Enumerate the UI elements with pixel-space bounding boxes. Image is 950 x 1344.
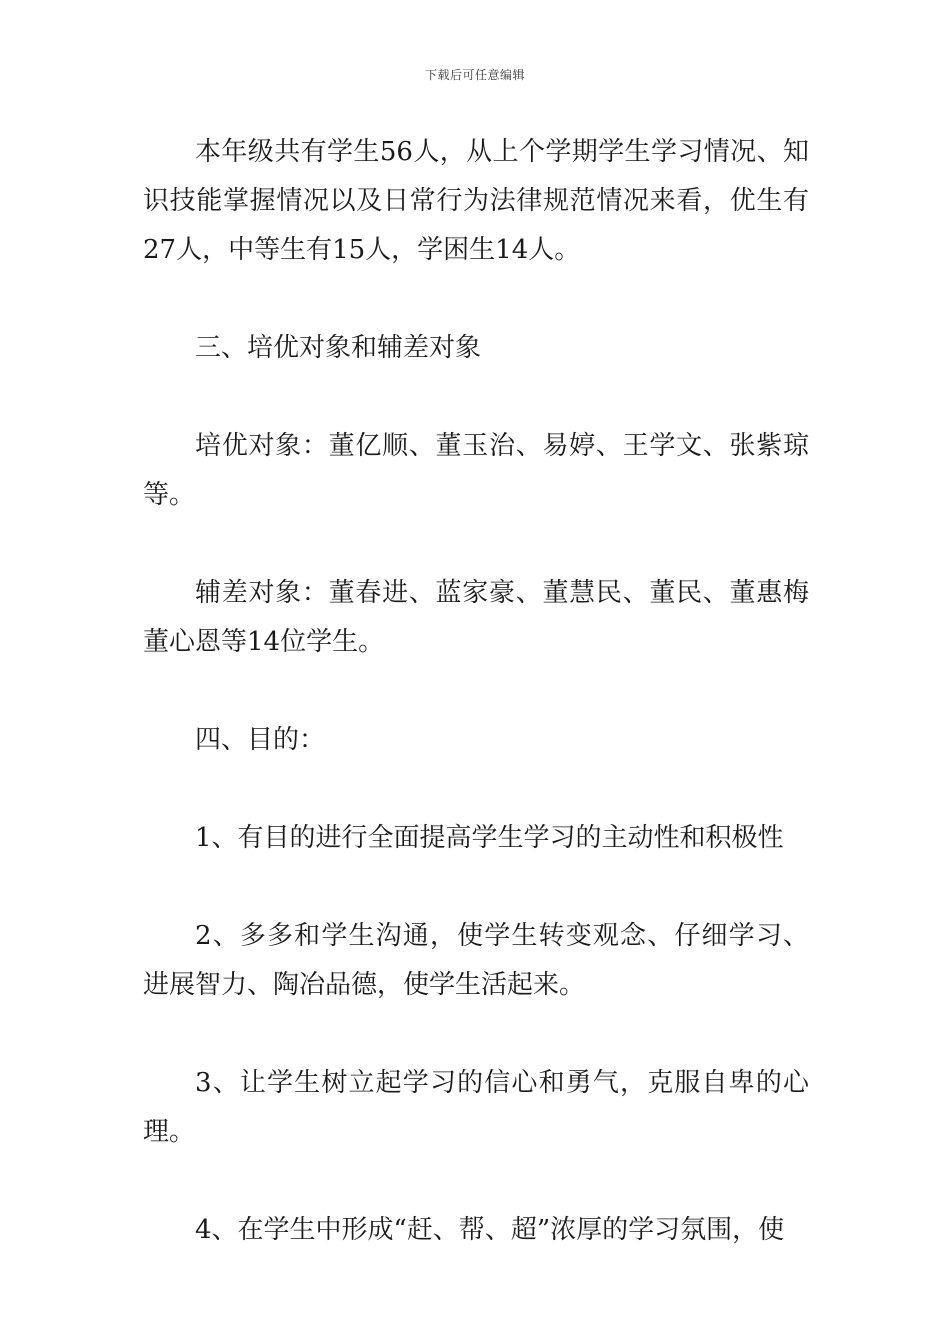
paragraph-top-students: 培优对象：董亿顺、董玉治、易婷、王学文、张紫琼等。 <box>143 431 809 510</box>
section-heading-targets: 三、培优对象和辅差对象 <box>195 333 482 363</box>
purpose-item-1: 1、有目的进行全面提高学生学习的主动性和积极性 <box>195 823 784 853</box>
purpose-item-4: 4、在学生中形成“赶、帮、超”浓厚的学习氛围，使 <box>195 1215 785 1245</box>
page-header: 下载后可任意编辑 <box>424 68 525 82</box>
section-heading-purpose: 四、目的： <box>195 725 326 755</box>
paragraph-support-students: 辅差对象：董春进、蓝家豪、董慧民、董民、董惠梅董心恩等14位学生。 <box>143 578 809 657</box>
purpose-item-2: 2、多多和学生沟通，使学生转变观念、仔细学习、进展智力、陶冶品德，使学生活起来。 <box>143 921 809 1000</box>
document-body <box>143 128 809 1255</box>
paragraph-student-overview: 本年级共有学生56人，从上个学期学生学习情况、知识技能掌握情况以及日常行为法律规范情况来看，优生有27人，中等生有15人，学困生14人。 <box>143 137 809 265</box>
purpose-item-3: 3、让学生树立起学习的信心和勇气，克服自卑的心理。 <box>143 1068 809 1147</box>
